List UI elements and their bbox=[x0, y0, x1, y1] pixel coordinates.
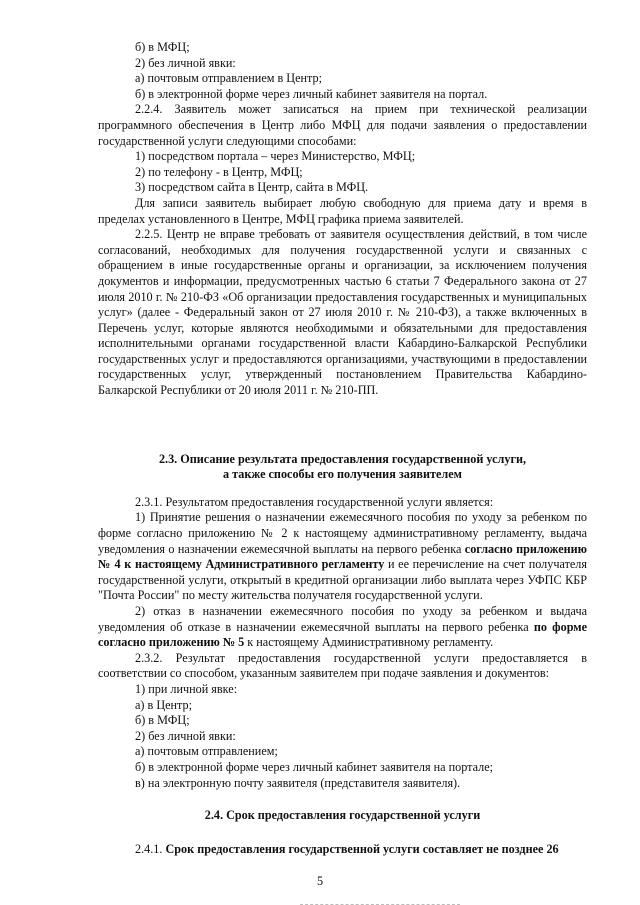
list-item: б) в МФЦ; bbox=[135, 40, 190, 54]
paragraph-2-4-1 bbox=[98, 842, 587, 858]
paragraph-2-3-2: 2.3.2. Результат предоставления государственной услуги предоставляется в соответствии со способом, указанным заявителем при подаче заявления и документов: bbox=[98, 650, 587, 681]
paragraph-2-3-1-item-1 bbox=[98, 510, 587, 604]
paragraph-2-3-1-item-2 bbox=[98, 604, 587, 651]
item-text: к настоящему Административному регламенту. bbox=[244, 635, 494, 650]
paragraph-2-3-1: 2.3.1. Результатом предоставления государственной услуги является: bbox=[135, 494, 494, 509]
list-item: 2) без личной явки: bbox=[135, 728, 236, 743]
page-body bbox=[98, 40, 587, 857]
item-bold-text: по форме согласно приложению № 5 bbox=[98, 619, 587, 650]
item-bold-text: Срок предоставления государственной услуги составляет не позднее 26 bbox=[165, 841, 559, 856]
item-text: и ее перечисление на счет получателя государственной услуги, открытый в кредитной организации либо выплата через УФПС КБР "Почта России" по месту жительства получателя государственной услуги. bbox=[98, 557, 587, 603]
list-item: 1) при личной явке: bbox=[135, 681, 238, 696]
list-item: 3) посредством сайта в Центр, сайта в МФЦ. bbox=[135, 180, 369, 195]
list-item: б) в электронной форме через личный кабинет заявителя на портал. bbox=[135, 86, 488, 101]
list-item: а) почтовым отправлением; bbox=[135, 744, 278, 759]
list-item: б) в электронной форме через личный кабинет заявителя на портале; bbox=[135, 759, 494, 774]
list-item: б) в МФЦ; bbox=[135, 713, 190, 728]
section-heading-2-4: 2.4. Срок предоставления государственной услуги bbox=[204, 808, 481, 823]
item-text: 2.4.1. bbox=[135, 841, 166, 856]
page-number: 5 bbox=[316, 874, 324, 888]
section-heading-2-3-line1: 2.3. Описание результата предоставления государственной услуги, bbox=[158, 451, 527, 466]
item-bold-text: согласно приложению № 4 к настоящему Административного регламенту bbox=[98, 541, 587, 572]
section-heading-2-3-line2: а также способы его получения заявителем bbox=[223, 467, 462, 482]
paragraph-2-2-5: 2.2.5. Центр не вправе требовать от заявителя осуществления действий, в том числе согласований, необходимых для получения государственной услуги и связанных с обращением в иные государственные органы и организации, за исключением получения документов и информации, предусмотренных частью 6 статьи 7 Федерального закона от 27 июля 2010 г. № 210-ФЗ «Об организации предоставления государственных и муниципальных услуг» (далее - Федеральный закон от 27 июля 2010 г. № 210-ФЗ), а также включенных в Перечень услуг, которые являются необходимыми и обязательными для предоставления исполнительными органами государственной власти Кабардино-Балкарской Республики государственных услуг и предоставляются организациями, участвующими в предоставлении государственных услуг, утвержденный постановлением Правительства Кабардино-Балкарской Республики от 20 июля 2011 г. № 210-ПП. bbox=[98, 227, 587, 398]
list-item: в) на электронную почту заявителя (представителя заявителя). bbox=[135, 775, 461, 790]
item-text: 2) отказ в назначении ежемесячного пособия по уходу за ребенком и выдача уведомления об отказе в назначении ежемесячной выплаты на первого ребенка bbox=[98, 604, 587, 634]
list-item: а) почтовым отправлением в Центр; bbox=[135, 71, 322, 86]
list-item: 2) без личной явки: bbox=[135, 55, 236, 70]
list-item: 2) по телефону - в Центр, МФЦ; bbox=[135, 164, 303, 179]
paragraph-2-2-4: 2.2.4. Заявитель может записаться на прием при технической реализации программного обеспечения в Центр либо МФЦ для подачи заявления о предоставлении государственной услуги следующими способами: bbox=[98, 102, 587, 148]
list-item: 1) посредством портала – через Министерство, МФЦ; bbox=[135, 149, 416, 164]
paragraph-note: Для записи заявитель выбирает любую свободную для приема дату и время в пределах установленного в Центре, МФЦ графика приема заявителей. bbox=[98, 195, 587, 226]
list-item: а) в Центр; bbox=[135, 697, 193, 712]
item-text: 1) Принятие решения о назначении ежемесячного пособия по уходу за ребенком по форме согласно приложению № 2 к настоящему административному регламенту, выдача уведомления о назначении ежемесячной выплаты на первого ребенка bbox=[98, 510, 587, 556]
